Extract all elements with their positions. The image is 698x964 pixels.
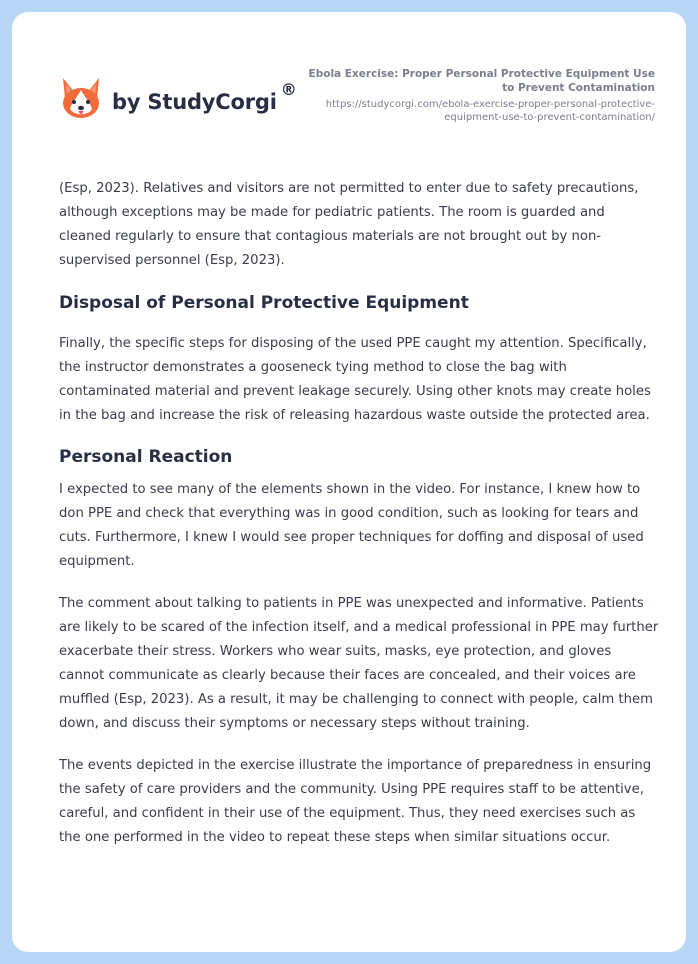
paragraph: (Esp, 2023). Relatives and visitors are not permitted to enter due to safety precautions, although exceptions may be made for pediatric patients. The room is guarded and cleaned regularly to ensure that contagious materials are not brought out by non-supervised personnel (Esp, 2023). [59,181,639,268]
page-header [12,12,686,162]
document-url[interactable]: https://studycorgi.com/ebola-exercise-proper-personal-protective-equipment-use-to-prevent-contamination/ [325,99,655,123]
paragraph: The comment about talking to patients in PPE was unexpected and informative. Patients are likely to be scared of the infection itself, and a medical professional in PPE may further exacerbate their stress. Workers who wear suits, masks, eye protection, and gloves cannot communicate as clearly because their faces are concealed, and their voices are muffled (Esp, 2023). As a result, it may be challenging to connect with people, calm them down, and discuss their symptoms or necessary steps without training. [59,596,659,731]
brand-name: by StudyCorgi [112,90,277,114]
paragraph: Finally, the specific steps for disposing of the used PPE caught my attention. Specifically, the instructor demonstrates a gooseneck tying method to close the bag with contaminated material and prevent leakage securely. Using other knots may create holes in the bag and increase the risk of releasing hazardous waste outside the protected area. [59,336,651,423]
studycorgi-logo[interactable] [60,76,297,122]
section-heading: Personal Reaction [59,447,233,467]
registered-mark: ® [280,79,297,99]
document-body [59,177,659,850]
document-meta [295,67,655,124]
paragraph: I expected to see many of the elements shown in the video. For instance, I knew how to don PPE and check that everything was in good condition, such as looking for tears and cuts. Furthermore, I knew I would see proper techniques for doffing and disposal of used equipment. [59,482,644,569]
paragraph: The events depicted in the exercise illustrate the importance of preparedness in ensuring the safety of care providers and the community. Using PPE requires staff to be attentive, careful, and confident in their use of the equipment. Thus, they need exercises such as the one performed in the video to repeat these steps when similar situations occur. [59,758,652,845]
document-title: Ebola Exercise: Proper Personal Protective Equipment Use to Prevent Contamination [308,68,655,94]
document-page [12,12,686,952]
corgi-icon [60,76,102,122]
section-heading: Disposal of Personal Protective Equipment [59,293,469,313]
